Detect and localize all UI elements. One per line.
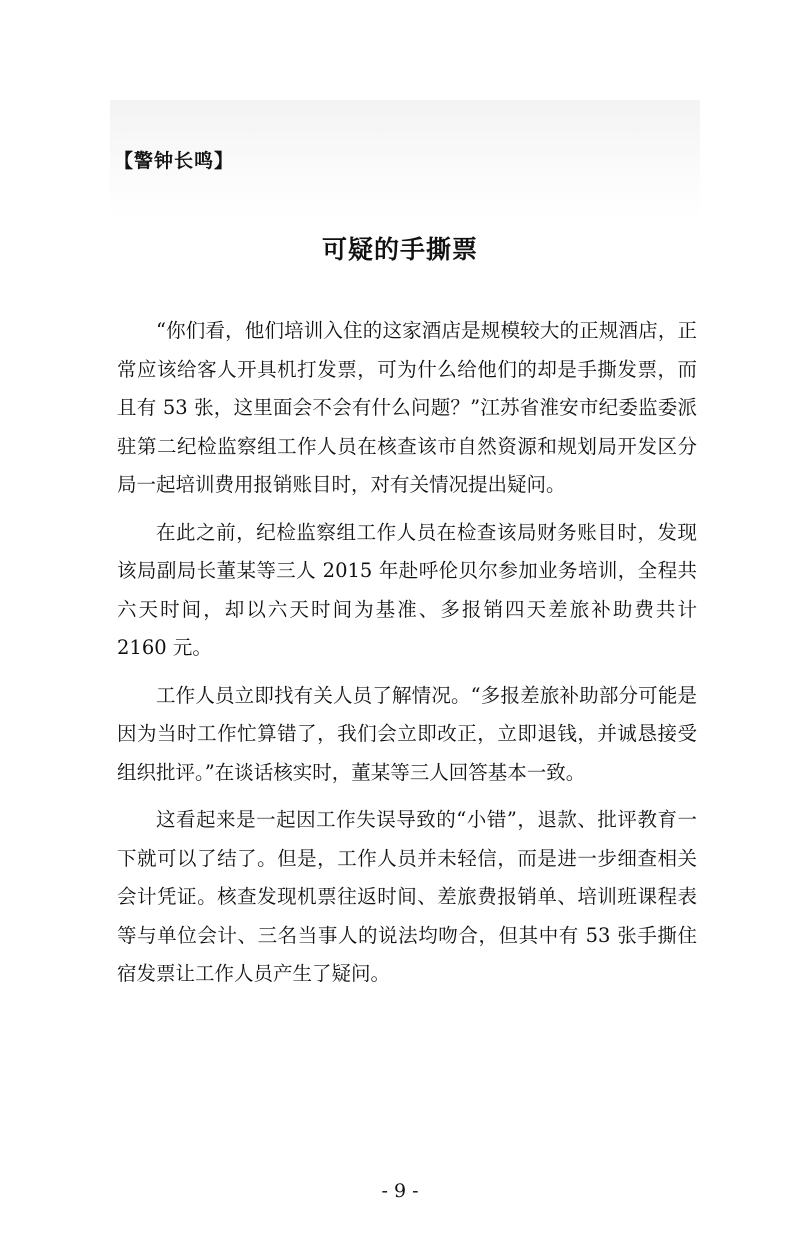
article-body [117,312,697,1003]
paragraph-3: 工作人员立即找有关人员了解情况。“多报差旅补助部分可能是因为当时工作忙算错了，我们会立即改正，立即退钱，并诚恳接受组织批评。”在谈话核实时，董某等三人回答基本一致。 [117,683,697,784]
paragraph-2: 在此之前，纪检监察组工作人员在检查该局财务账目时，发现该局副局长董某等三人 2015 年赴呼伦贝尔参加业务培训，全程共六天时间，却以六天时间为基准、多报销四天差旅补助费共计 2160 元。 [117,520,697,659]
page-number: - 9 - [381,1180,419,1202]
article-title: 可疑的手撕票 [321,235,478,264]
section-tag: 【警钟长鸣】 [114,150,235,172]
paragraph-1: “你们看，他们培训入住的这家酒店是规模较大的正规酒店，正常应该给客人开具机打发票，可为什么给他们的却是手撕发票，而且有 53 张，这里面会不会有什么问题？”江苏省淮安市纪委监委派驻第二纪检监察组工作人员在核查该市自然资源和规划局开发区分局一起培训费用报销账目时，对有关情况提出疑问。 [117,319,697,496]
paragraph-4: 这看起来是一起因工作失误导致的“小错”，退款、批评教育一下就可以了结了。但是，工作人员并未轻信，而是进一步细查相关会计凭证。核查发现机票往返时间、差旅费报销单、培训班课程表等与单位会计、三名当事人的说法均吻合，但其中有 53 张手撕住宿发票让工作人员产生了疑问。 [117,808,697,985]
